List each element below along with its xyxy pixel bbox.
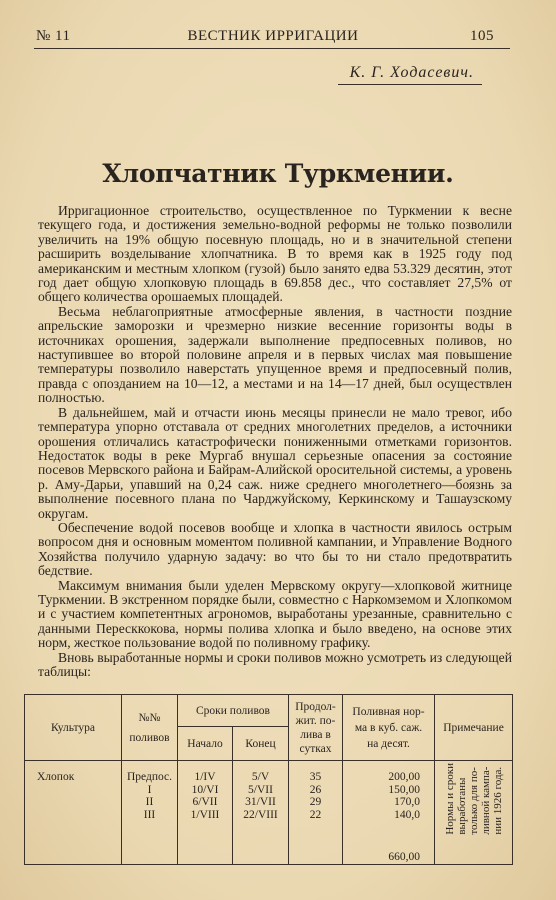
table-header-row [25, 695, 513, 727]
running-header [36, 26, 510, 48]
norm-list: 200,00 150,00 170,0 140,0 [388, 771, 420, 821]
header-start: Начало [178, 727, 233, 761]
header-norm-label: Поливная нор- ма в куб. саж. на десят. [352, 705, 425, 750]
cell-note [435, 761, 513, 865]
header-notes: Примечание [435, 695, 513, 761]
header-rule [34, 48, 510, 49]
paragraph: Обеспечение водой посевов вообще и хлопка в частности явилось острым вопросом дня и основным моментом поливной кампании, и Управление Водного Хозяйства получило ударную задачу: во что бы то ни стало предотвратить бедствие. [38, 519, 512, 579]
note-text: Нормы и сроки выработаны только для по- ливной кампа- нии 1926 года. [443, 763, 504, 835]
author-name: К. Г. Ходасевич. [349, 64, 474, 81]
page-number: 105 [470, 28, 494, 44]
norm-total: 660,00 [388, 851, 420, 863]
author-underline [338, 84, 482, 85]
header-duration-label: Продол- жит. по- лива в сутках [295, 700, 336, 755]
cell-end [233, 761, 289, 865]
cell-culture: Хлопок [25, 761, 122, 865]
start-dates-list: 1/IV 10/VI 6/VII 1/VIII [190, 771, 220, 821]
paragraph: В дальнейшем, май и отчасти июнь месяцы принесли не мало тревог, ибо температура упорно отставала от средних многолетних пределов, а источники орошения отличались катастрофически пониженными отметками горизонтов. Недостаток воды в реке Мургаб внушал серьезные опасения за состояние посевов Мервского района и Байрам-Алийской оросительной системы, а уровень р. Аму-Дарьи, упавший на 0,24 саж. ниже среднего многолетнего—боязнь за выполнение посевного плана по Чарджуйскому, Керкинскому и Ташаузскому округам. [38, 404, 512, 521]
header-culture: Культура [25, 695, 122, 761]
cell-start [178, 761, 233, 865]
header-dates: Сроки поливов [178, 695, 289, 727]
waterings-list: Предпос. I II III [126, 771, 173, 821]
cell-waterings [122, 761, 178, 865]
paragraph: Ирригационное строительство, осуществленное по Туркмении к весне текущего года, и достижения земельно-водной реформы не только позволили увеличить на 19% общую посевную площадь, но и в значительной степени расширить возделывание хлопчатника. В то время как в 1925 году под американским и местным хлопком (гузой) было занято едва 53.329 десятин, этот год дает общую хлопковую площадь в 69.858 дес., что составляет 27,5% от общего количества орошаемых площадей. [38, 203, 512, 305]
paragraph: Максимум внимания были уделен Мервскому округу—хлопковой житнице Туркмении. В экстренном порядке были, совместно с Наркомземом и Хлопкомом и с участием компетентных агрономов, выработаны урезанные, сравнительно с данными Пересккокова, нормы полива хлопка и было введено, на основе этих норм, жесткое пользование водой по поливному графику. [38, 577, 512, 651]
paragraph: Вновь выработанные нормы и сроки поливов можно усмотреть из следующей таблицы: [38, 649, 512, 679]
cell-norm [343, 761, 435, 865]
issue-number: № 11 [36, 28, 71, 44]
end-dates-list: 5/V 5/VII 31/VII 22/VIII [243, 771, 278, 821]
cell-duration [289, 761, 343, 865]
header-norm [343, 695, 435, 761]
header-end: Конец [233, 727, 289, 761]
watering-norms-table [24, 694, 513, 865]
header-number-label: поливов [129, 731, 170, 744]
paragraph: Весьма неблагоприятные атмосферные явления, в частности поздние апрельские заморозки и чрезмерно низкие весенние горизонты воды в источниках орошения, задержали выполнение предпосевных поливов, но наступившее во второй половине апреля и в первых числах мая повышение температуры позволило наверстать упущенное время и предпосевный полив, правда с опозданием на 10—12, а местами и на 14—17 дней, был осуществлен полностью. [38, 303, 512, 406]
header-number-sign: №№ [138, 711, 161, 724]
header-duration [289, 695, 343, 761]
duration-list: 35 26 29 22 [309, 771, 322, 821]
journal-name: ВЕСТНИК ИРРИГАЦИИ [187, 28, 359, 44]
table-row [25, 761, 513, 865]
article-body [38, 204, 512, 679]
article-title: Хлопчатник Туркмении. [102, 159, 454, 188]
header-waterings [122, 695, 178, 761]
